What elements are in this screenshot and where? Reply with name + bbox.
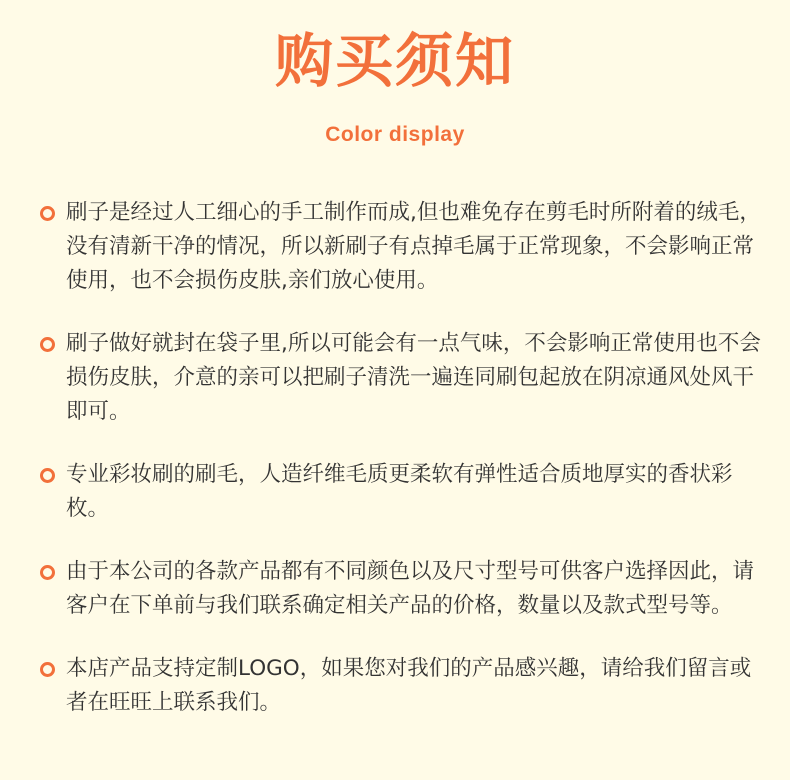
bullet-ring-icon: [40, 565, 55, 580]
bullet-ring-icon: [40, 206, 55, 221]
note-text: 刷子做好就封在袋子里,所以可能会有一点气味，不会影响正常使用也不会损伤皮肤，介意的亲可以把刷子清洗一遍连同刷包起放在阴凉通风处风干即可。: [66, 331, 761, 424]
page-subtitle: Color display: [325, 123, 465, 146]
note-item: [40, 652, 764, 720]
notes-list: [40, 196, 764, 749]
bullet-ring-icon: [40, 468, 55, 483]
bullet-ring-icon: [40, 337, 55, 352]
note-text: 刷子是经过人工细心的手工制作而成,但也难免存在剪毛时所附着的绒毛，没有清新干净的情况，所以新刷子有点掉毛属于正常现象，不会影响正常使用，也不会损伤皮肤,亲们放心使用。: [66, 200, 761, 293]
note-item: [40, 555, 764, 623]
note-item: [40, 196, 764, 298]
bullet-ring-icon: [40, 662, 55, 677]
note-text: 由于本公司的各款产品都有不同颜色以及尺寸型号可供客户选择因此，请客户在下单前与我们联系确定相关产品的价格，数量以及款式型号等。: [66, 559, 755, 618]
note-text: 专业彩妆刷的刷毛，人造纤维毛质更柔软有弹性适合质地厚实的香状彩枚。: [66, 462, 733, 521]
page-title: 购买须知: [274, 27, 515, 95]
note-item: [40, 327, 764, 429]
note-item: [40, 458, 764, 526]
note-text: 本店产品支持定制LOGO，如果您对我们的产品感兴趣，请给我们留言或者在旺旺上联系我们。: [66, 656, 752, 715]
